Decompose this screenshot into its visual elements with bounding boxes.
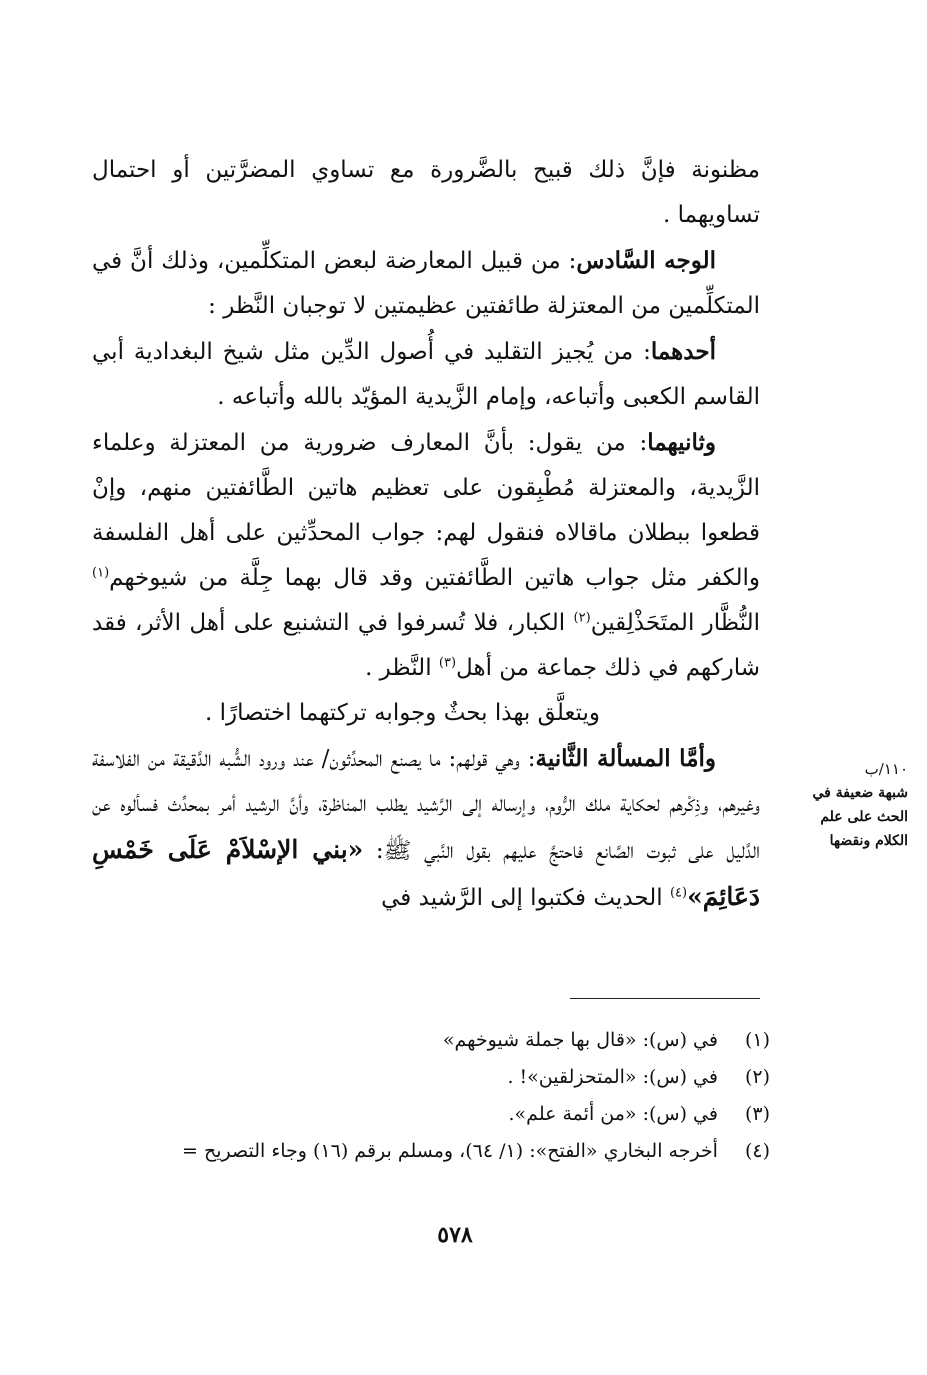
paragraph-6 [92,736,760,921]
footnote-text: أخرجه البخاري «الفتح»: (١/ ٦٤)، ومسلم برقم (١٦) وجاء التصريح = [182,1140,718,1162]
footnote-ref-2[interactable]: (٢) [573,610,591,626]
paragraph-3-text: : من يُجيز التقليد في أُصول الدِّين مثل شيخ البغدادية أبي القاسم الكعبى وأتباعه، وإمام الزَّيدية المؤيّد بالله وأتباعه . [92,339,760,410]
heading-second: وثانيهما [647,429,716,456]
page-number: ٥٧٨ [437,1222,473,1248]
folio-marker: ١١٠/ب [864,760,908,778]
margin-note-text: شبهة ضعيفة في الحث على علم الكلام ونقضها [812,785,908,849]
footnote-ref-3[interactable]: (٣) [438,655,457,671]
footnotes [80,1022,770,1170]
paragraph-1-text: مظنونة فإنَّ ذلك قبيح بالضَّرورة مع تساوي المضرَّتين أو احتمال تساويهما . [92,157,760,228]
paragraph-6-text-a: : وهي قولهم: ما يصنع المحدِّثون/ عند ورود الشُّبه الدَّقيقة من الفلاسفة وغيرهم، وذِكْرهم لحكاية ملك الرُّوم، وإرساله إلى الرَّشيد يطلب المناظرة، وأنَّ الرشيد أمر بمحدِّث فسألوه عن الدَّليل على ثبوت الصَّانع فاحتجَّ عليهم بقول النَّبي ﷺ: [92,746,760,864]
paragraph-4-text-a: : من يقول: بأنَّ المعارف ضرورية من المعتزلة وعلماء الزَّيدية، والمعتزلة مُطْبِقون على تعظيم هاتين الطَّائفتين منهم، وإنْ قطعوا ببطلان ماقالاه فنقول لهم: جواب المحدِّثين على أهل الفلسفة والكفر مثل جواب هاتين الطَّائفتين وقد قال بهما جِلَّة من شيوخهم [92,430,760,591]
footnote-3 [80,1096,770,1133]
paragraph-4 [92,420,760,691]
paragraph-5 [92,691,760,736]
heading-second-question: وأمَّا المسألة الثَّانية [535,745,717,772]
footnote-number: (١) [744,1029,770,1051]
paragraph-4-text-b: النُّظَّار المتَحَذْلِقين [590,610,760,636]
footnote-2 [80,1059,770,1096]
heading-first: أحدهما [650,338,716,365]
footnote-text: في (س): «المتحزلقين»! . [507,1066,718,1088]
footnote-ref-1[interactable]: (١) [92,565,110,581]
paragraph-4-text-d: النَّظر . [365,655,439,681]
footnote-1 [80,1022,770,1059]
paragraph-2 [92,238,760,329]
paragraph-1 [92,148,760,238]
section-heading-sixth: الوجه السَّادس [576,247,717,274]
footnote-number: (٣) [744,1103,770,1125]
paragraph-6-text-b: الحديث فكتبوا إلى الرَّشيد في [381,885,670,911]
footnote-number: (٢) [744,1066,770,1088]
hadith-quote: «بني الإسْلاَمْ عَلَى خَمْسِ دَعَائِمَ» [92,835,760,911]
footnote-number: (٤) [744,1140,770,1162]
footnote-ref-4[interactable]: (٤) [669,885,688,901]
footnote-divider [570,998,760,999]
paragraph-2-text: : من قبيل المعارضة لبعض المتكلِّمين، وذلك أنَّ في المتكلِّمين من المعتزلة طائفتين عظيمتين لا توجبان النَّظر : [92,248,760,319]
paragraph-4-text-c: الكبار، فلا تُسرفوا في التشنيع على أهل الأثر، فقد شاركهم في ذلك جماعة من أهل [92,610,760,681]
paragraph-3 [92,329,760,420]
paragraph-5-text: ويتعلَّق بهذا بحثٌ وجوابه تركتهما اختصارًا . [204,700,600,726]
main-text-body [92,148,760,921]
margin-note [800,757,908,853]
footnote-text: في (س): «قال بها جملة شيوخهم» [442,1029,718,1051]
footnote-4 [80,1133,770,1170]
footnote-text: في (س): «من أئمة علم». [508,1103,718,1125]
